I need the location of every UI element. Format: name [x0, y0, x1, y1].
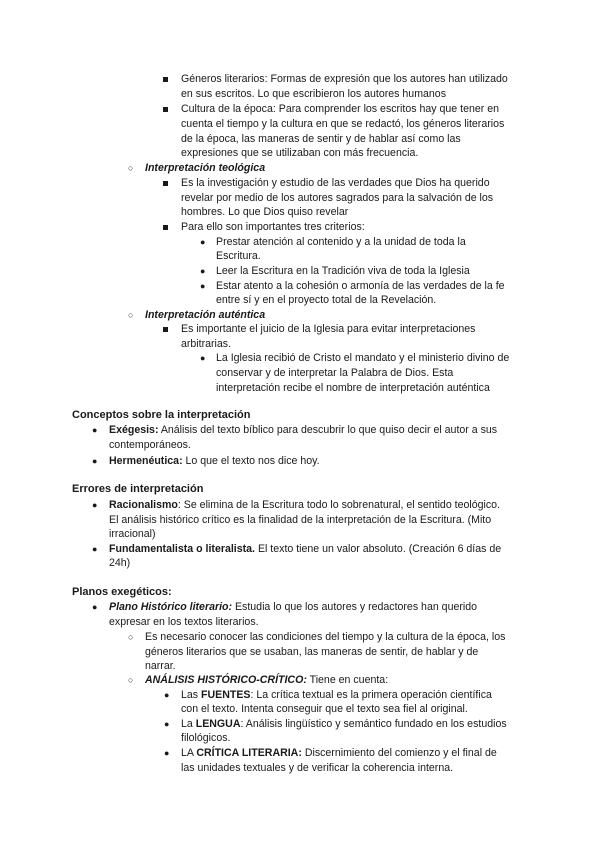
- dot-bullet-icon: ●: [164, 690, 170, 700]
- dot-bullet-icon: ●: [92, 500, 98, 510]
- generos-line-2: en sus escritos. Lo que escribieron los autores humanos: [181, 88, 446, 100]
- criterio-1-line-2: Escritura.: [216, 250, 261, 262]
- square-bullet-icon: [163, 107, 168, 112]
- dot-bullet-icon: ●: [164, 748, 170, 758]
- square-bullet-icon: [163, 77, 168, 82]
- fundamentalista-line-2: 24h): [109, 557, 131, 569]
- lengua-line-1: La LENGUA: Análisis lingüístico y semántico fundado en los estudios: [181, 718, 507, 730]
- hermeneutica-line: Hermenéutica: Lo que el texto nos dice hoy.: [109, 455, 320, 467]
- racionalismo-line-1: Racionalismo: Se elimina de la Escritura todo lo sobrenatural, el sentido teológico.: [109, 499, 501, 511]
- teologica-bullet-1-line-1: Es la investigación y estudio de las verdades que Dios ha querido: [181, 177, 490, 189]
- condiciones-line-3: narrar.: [145, 660, 176, 672]
- fuentes-line-1: Las FUENTES: La crítica textual es la primera operación científica: [181, 689, 492, 701]
- circle-bullet-icon: ○: [128, 310, 134, 320]
- circle-bullet-icon: ○: [128, 632, 134, 642]
- errores-heading: Errores de interpretación: [72, 483, 204, 495]
- cultura-line-4: expresiones que se utilizaban con más frecuencia.: [181, 147, 419, 159]
- dot-bullet-icon: ●: [92, 456, 98, 466]
- conceptos-heading: Conceptos sobre la interpretación: [72, 409, 251, 421]
- critica-literaria-line-2: las unidades textuales y de verificar la coherencia interna.: [181, 762, 454, 774]
- teologica-bullet-1-line-3: hombres. Lo que Dios quiso revelar: [181, 206, 349, 218]
- lengua-line-2: filológicos.: [181, 732, 231, 744]
- condiciones-line-2: géneros literarios que se usaban, las maneras de sentir, de hablar y de: [145, 646, 479, 658]
- racionalismo-line-3: irracional): [109, 528, 156, 540]
- criterio-2: Leer la Escritura en la Tradición viva de toda la Iglesia: [216, 265, 470, 277]
- autentica-bullet-1-line-2: arbitrarias.: [181, 338, 232, 350]
- square-bullet-icon: [163, 327, 168, 332]
- cultura-line-1: Cultura de la época: Para comprender los escritos hay que tener en: [181, 103, 500, 115]
- teologica-bullet-2: Para ello son importantes tres criterios:: [181, 221, 365, 233]
- criterio-3-line-1: Estar atento a la cohesión o armonía de las verdades de la fe: [216, 280, 505, 292]
- cultura-line-2: cuenta el tiempo y la cultura en que se redactó, los géneros literarios: [181, 118, 505, 130]
- circle-bullet-icon: ○: [128, 675, 134, 685]
- square-bullet-icon: [163, 225, 168, 230]
- criterio-3-line-2: entre sí y en el proyecto total de la Revelación.: [216, 294, 437, 306]
- plano-historico-line-1: Plano Histórico literario: Estudia lo que los autores y redactores han querido: [109, 601, 478, 613]
- dot-bullet-icon: ●: [200, 266, 206, 276]
- dot-bullet-icon: ●: [200, 281, 206, 291]
- criterio-1-line-1: Prestar atención al contenido y a la unidad de toda la: [216, 236, 466, 248]
- autentica-title: Interpretación auténtica: [145, 309, 266, 321]
- dot-bullet-icon: ●: [164, 719, 170, 729]
- dot-bullet-icon: ●: [92, 544, 98, 554]
- autentica-bullet-1-line-1: Es importante el juicio de la Iglesia para evitar interpretaciones: [181, 323, 476, 335]
- teologica-title: Interpretación teológica: [145, 162, 266, 174]
- exegesis-line-1: Exégesis: Análisis del texto bíblico para descubrir lo que quiso decir el autor a sus: [109, 424, 498, 436]
- dot-bullet-icon: ●: [200, 353, 206, 363]
- dot-bullet-icon: ●: [200, 237, 206, 247]
- planos-heading: Planos exegéticos:: [72, 586, 172, 598]
- critica-literaria-line-1: LA CRÍTICA LITERARIA: Discernimiento del comienzo y el final de: [181, 747, 497, 759]
- analisis-historico-critico-line: ANÁLISIS HISTÓRICO-CRÍTICO: Tiene en cuenta:: [145, 674, 389, 686]
- condiciones-line-1: Es necesario conocer las condiciones del tiempo y la cultura de la época, los: [145, 631, 506, 643]
- autentica-sub-line-1: La Iglesia recibió de Cristo el mandato y el ministerio divino de: [216, 352, 510, 364]
- dot-bullet-icon: ●: [92, 602, 98, 612]
- racionalismo-line-2: El análisis histórico crítico es la finalidad de la interpretación de la Escritura. (Mito: [109, 514, 492, 526]
- fundamentalista-line-1: Fundamentalista o literalista. El texto tiene un valor absoluto. (Creación 6 días de: [109, 543, 502, 555]
- plano-historico-line-2: expresar en los textos literarios.: [109, 616, 259, 628]
- circle-bullet-icon: ○: [128, 163, 134, 173]
- autentica-sub-line-3: interpretación recibe el nombre de interpretación auténtica: [216, 382, 490, 394]
- autentica-sub-line-2: conservar y de interpretar la Palabra de Dios. Esta: [216, 367, 454, 379]
- fuentes-line-2: con el texto. Intenta conseguir que el texto sea fiel al original.: [181, 703, 468, 715]
- teologica-bullet-1-line-2: revelar por medio de los autores sagrados para la salvación de los: [181, 192, 494, 204]
- square-bullet-icon: [163, 181, 168, 186]
- cultura-line-3: de la época, las maneras de sentir y de hablar así como las: [181, 133, 461, 145]
- dot-bullet-icon: ●: [92, 425, 98, 435]
- exegesis-line-2: contemporáneos.: [109, 439, 191, 451]
- generos-line-1: Géneros literarios: Formas de expresión que los autores han utilizado: [181, 73, 508, 85]
